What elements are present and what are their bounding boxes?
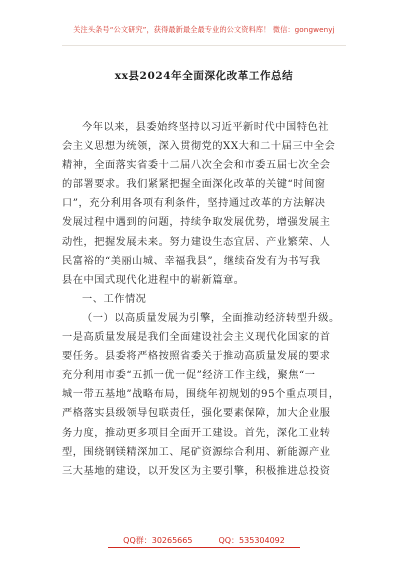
body-line: 动性，把握发展未来。努力建设生态宜居、产业繁荣、人 <box>62 236 331 248</box>
footer-underline <box>108 547 300 548</box>
body-line: 的部署要求。我们紧紧把握全面深化改革的关键“时间窗 <box>62 179 326 191</box>
body-line: 务力度，推动更多项目全面开工建设。首先，深化工业转 <box>62 427 331 439</box>
body-line: 严格落实县级领导包联责任，强化要素保障，加大企业服 <box>62 408 331 420</box>
body-line: 发展过程中遇到的问题，持续争取发展优势，增强发展主 <box>62 217 331 229</box>
body-line: 精神，全面落实省委十二届八次全会和市委五届七次全会 <box>62 160 331 172</box>
section-heading: 一、工作情况 <box>82 293 147 305</box>
subsection-heading: （一）以高质量发展为引擎，全面推动经济转型升级。 <box>82 312 340 324</box>
qq-contact-number: QQ：535304092 <box>218 536 285 545</box>
body-line: 会主义思想为统领，深入贯彻党的XX大和二十届三中全会 <box>62 141 336 153</box>
body-line: 三大基地的建设，以开发区为主要引擎，积极推进总投资 <box>62 465 331 477</box>
body-line: 县在中国式现代化进程中的崭新篇章。 <box>62 274 245 286</box>
body-line: 口”，充分利用各项有利条件，坚持通过改革的方法解决 <box>62 198 326 210</box>
body-line: 城一带五基地”战略布局，围绕年初规划的95个重点项目， <box>62 389 340 401</box>
body-line: 充分利用市委“五抓一优一促”经济工作主线，聚焦“一 <box>62 370 316 382</box>
header-divider <box>62 45 346 46</box>
page-header <box>0 0 408 52</box>
promo-banner: 关注头条号“公文研究”，获得最新最全最专业的公文资料库！ 微信：gongwenyj <box>73 25 335 34</box>
page-footer <box>0 535 408 546</box>
body-line: 要任务。县委将严格按照省委关于推动高质量发展的要求 <box>62 351 331 363</box>
qq-group-number: QQ群：30265665 <box>123 536 193 545</box>
body-line: 型，围绕钢镁精深加工、尾矿资源综合利用、新能源产业 <box>62 446 331 458</box>
document-title: xx县2024年全面深化改革工作总结 <box>114 70 294 82</box>
body-line: 民富裕的“美丽山城、幸福我县”，继续奋发有为书写我 <box>62 255 321 267</box>
body-line: 一是高质量发展是我们全面建设社会主义现代化国家的首 <box>62 332 331 344</box>
body-line: 今年以来，县委始终坚持以习近平新时代中国特色社 <box>82 122 329 133</box>
document-body <box>62 118 352 481</box>
